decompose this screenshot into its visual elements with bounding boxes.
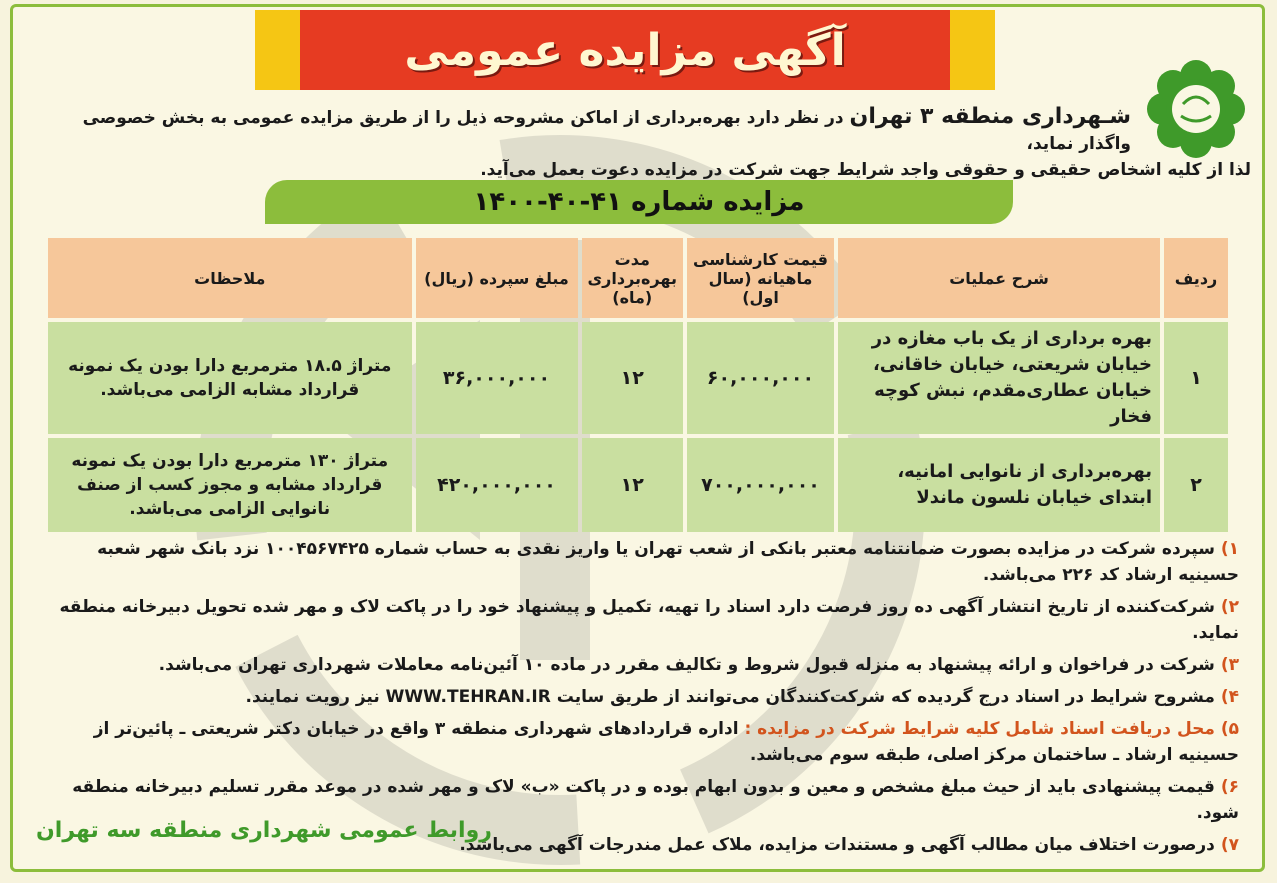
condition-number: ۴) bbox=[1220, 687, 1239, 707]
table-row bbox=[48, 322, 1228, 434]
header-description: شرح عملیات bbox=[838, 238, 1160, 318]
intro-text-2: لذا از کلیه اشخاص حقیقی و حقوقی واجد شرایط جهت شرکت در مزایده دعوت بعمل می‌آید. bbox=[480, 160, 1251, 180]
page-title: آگهی مزایده عمومی bbox=[404, 24, 846, 76]
intro-paragraph bbox=[41, 104, 1251, 180]
condition-text: سپرده شرکت در مزایده بصورت ضمانتنامه معتبر بانکی از شعب تهران یا واریز نقدی به حساب شماره ۱۰۰۴۵۶۷۴۲۵ نزد بانک شهر شعبه حسینیه ارشاد کد ۲۲۶ می‌باشد. bbox=[97, 539, 1239, 585]
conditions-list bbox=[39, 536, 1239, 864]
row-number: ۲ bbox=[1164, 438, 1228, 532]
table-header-row bbox=[48, 238, 1228, 318]
row-notes: متراژ ۱۳۰ مترمربع دارا بودن یک نمونه قرارداد مشابه و مجوز کسب از صنف نانوایی الزامی می‌باشد. bbox=[48, 438, 412, 532]
intro-text-1: در نظر دارد بهره‌برداری از اماکن مشروحه ذیل را از طریق مزایده عمومی به بخش خصوصی واگذار نماید، bbox=[82, 108, 1131, 154]
auction-number: مزایده شماره ۴۱-۴۰-۱۴۰۰ bbox=[473, 187, 805, 217]
issuer-name: شـهرداری منطقه ۳ تهران bbox=[849, 104, 1131, 129]
condition-item bbox=[39, 594, 1239, 646]
row-price: ۷۰۰,۰۰۰,۰۰۰ bbox=[687, 438, 834, 532]
row-number: ۱ bbox=[1164, 322, 1228, 434]
condition-item bbox=[39, 652, 1239, 678]
auction-table bbox=[44, 234, 1232, 536]
row-deposit: ۳۶,۰۰۰,۰۰۰ bbox=[416, 322, 578, 434]
header-deposit: مبلغ سپرده (ریال) bbox=[416, 238, 578, 318]
row-price: ۶۰,۰۰۰,۰۰۰ bbox=[687, 322, 834, 434]
condition-text: قیمت پیشنهادی باید از حیث مبلغ مشخص و معین و بدون ابهام بوده و در پاکت «ب» لاک و مهر شده در موعد مقرر تسلیم دبیرخانه منطقه شود. bbox=[72, 777, 1239, 823]
header-notes: ملاحظات bbox=[48, 238, 412, 318]
header-duration: مدت بهره‌برداری (ماه) bbox=[582, 238, 684, 318]
footer-signature: روابط عمومی شهرداری منطقه سه تهران bbox=[36, 818, 492, 843]
row-notes: متراژ ۱۸.۵ مترمربع دارا بودن یک نمونه قرارداد مشابه الزامی می‌باشد. bbox=[48, 322, 412, 434]
row-description: بهره برداری از یک باب مغازه در خیابان شریعتی، خیابان خاقانی، خیابان عطاری‌مقدم، نبش کوچه فخار bbox=[838, 322, 1160, 434]
condition-item bbox=[39, 536, 1239, 588]
condition-highlight: محل دریافت اسناد شامل کلیه شرایط شرکت در مزایده : bbox=[744, 719, 1215, 739]
condition-item bbox=[39, 684, 1239, 710]
row-duration: ۱۲ bbox=[582, 438, 684, 532]
condition-number: ۱) bbox=[1220, 539, 1239, 559]
row-description: بهره‌برداری از نانوایی امانیه، ابتدای خیابان نلسون ماندلا bbox=[838, 438, 1160, 532]
condition-number: ۷) bbox=[1220, 835, 1239, 855]
auction-number-banner bbox=[265, 180, 1013, 224]
header-price: قیمت کارشناسی ماهیانه (سال اول) bbox=[687, 238, 834, 318]
condition-number: ۶) bbox=[1220, 777, 1239, 797]
condition-text: شرکت در فراخوان و ارائه پیشنهاد به منزله قبول شروط و تکالیف مقرر در ماده ۱۰ آئین‌نامه معاملات شهرداری تهران می‌باشد. bbox=[158, 655, 1215, 675]
tehran-municipality-logo bbox=[1143, 56, 1249, 162]
condition-text: درصورت اختلاف میان مطالب آگهی و مستندات مزایده، ملاک عمل مندرجات آگهی می‌باشد. bbox=[459, 835, 1215, 855]
row-duration: ۱۲ bbox=[582, 322, 684, 434]
table-row bbox=[48, 438, 1228, 532]
condition-number: ۳) bbox=[1220, 655, 1239, 675]
condition-number: ۵) bbox=[1220, 719, 1239, 739]
title-banner bbox=[300, 10, 950, 90]
condition-text: مشروح شرایط در اسناد درج گردیده که شرکت‌کنندگان می‌توانند از طریق سایت WWW.TEHRAN.IR نیز رویت نمایند. bbox=[245, 687, 1215, 707]
condition-item bbox=[39, 716, 1239, 768]
condition-number: ۲) bbox=[1220, 597, 1239, 617]
row-deposit: ۴۲۰,۰۰۰,۰۰۰ bbox=[416, 438, 578, 532]
header-row-number: ردیف bbox=[1164, 238, 1228, 318]
condition-text: اداره قراردادهای شهرداری منطقه ۳ واقع در خیابان دکتر شریعتی ـ پائین‌تر از حسینیه ارشاد ـ ساختمان مرکز اصلی، طبقه سوم می‌باشد. bbox=[93, 719, 1239, 765]
condition-text: شرکت‌کننده از تاریخ انتشار آگهی ده روز فرصت دارد اسناد را تهیه، تکمیل و پیشنهاد خود را در پاکت لاک و مهر شده تحویل دبیرخانه منطقه نماید. bbox=[59, 597, 1239, 643]
